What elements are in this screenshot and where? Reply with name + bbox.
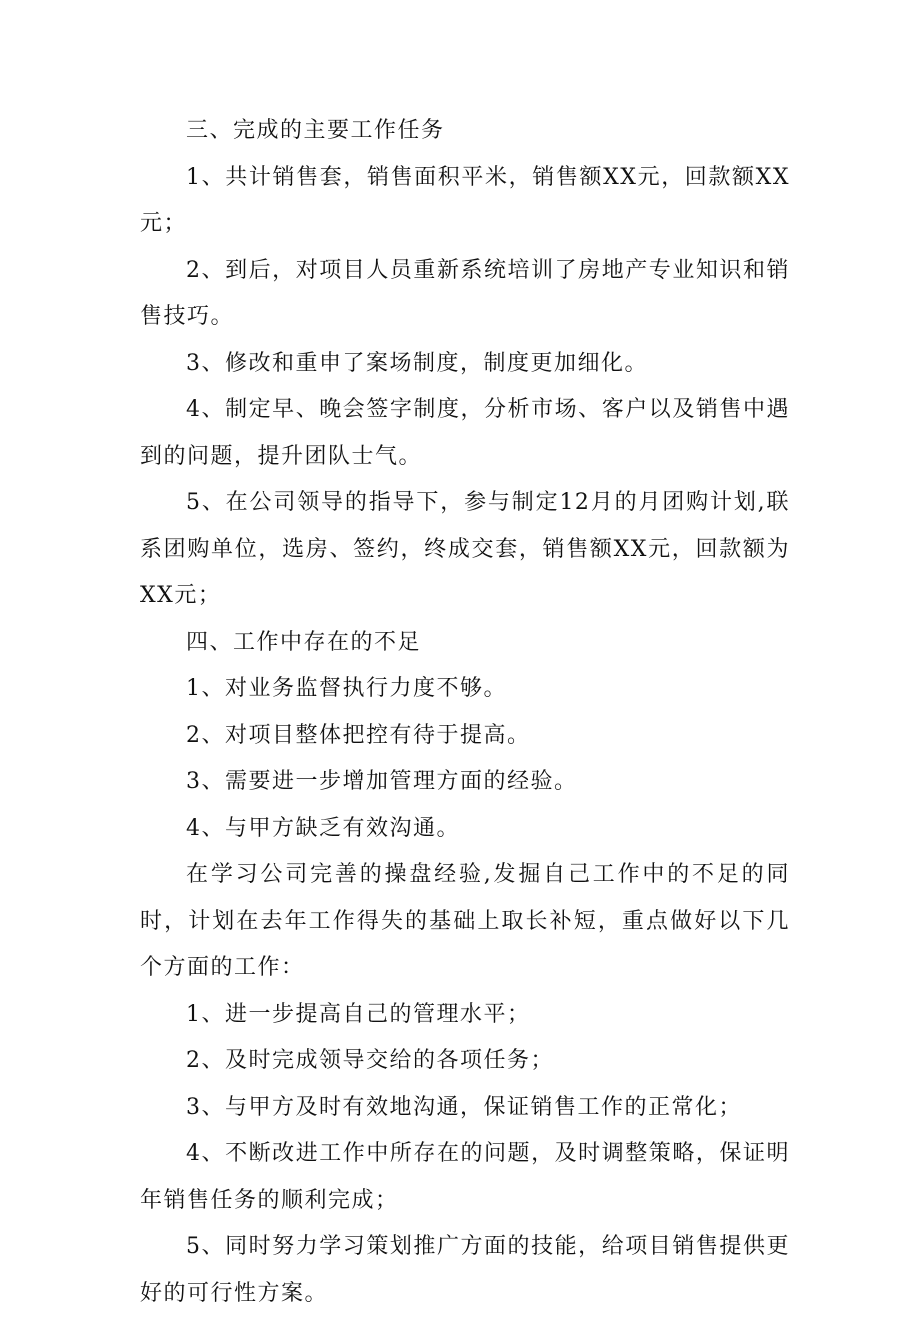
list-item: 2、到后，对项目人员重新系统培训了房地产专业知识和销售技巧。	[140, 257, 790, 329]
list-item: 1、共计销售套，销售面积平米，销售额XX元，回款额XX元；	[140, 164, 790, 236]
list-item: 5、在公司领导的指导下，参与制定12月的月团购计划,联系团购单位，选房、签约，终成交套，销售额XX元，回款额为XX元；	[140, 490, 790, 608]
list-item: 1、对业务监督执行力度不够。	[186, 676, 507, 701]
list-item: 4、制定早、晚会签字制度，分析市场、客户以及销售中遇到的问题，提升团队士气。	[140, 397, 790, 469]
section-heading-completed-tasks: 三、完成的主要工作任务	[186, 118, 445, 143]
document-body	[140, 108, 790, 1317]
list-item: 3、与甲方及时有效地沟通，保证销售工作的正常化；	[186, 1094, 742, 1120]
list-item: 1、进一步提高自己的管理水平；	[186, 1001, 531, 1027]
list-item: 3、修改和重申了案场制度，制度更加细化。	[186, 350, 648, 376]
list-item: 4、与甲方缺乏有效沟通。	[186, 815, 460, 841]
list-item: 3、需要进一步增加管理方面的经验。	[186, 769, 578, 794]
list-item: 5、同时努力学习策划推广方面的技能，给项目销售提供更好的可行性方案。	[140, 1234, 790, 1306]
list-item: 4、不断改进工作中所存在的问题，及时调整策略，保证明年销售任务的顺利完成；	[140, 1141, 790, 1213]
section-heading-shortcomings: 四、工作中存在的不足	[186, 629, 422, 655]
list-item: 2、及时完成领导交给的各项任务；	[186, 1048, 554, 1073]
body-paragraph: 在学习公司完善的操盘经验,发掘自己工作中的不足的同时，计划在去年工作得失的基础上取长补短，重点做好以下几个方面的工作：	[140, 862, 790, 980]
list-item: 2、对项目整体把控有待于提高。	[186, 722, 531, 748]
